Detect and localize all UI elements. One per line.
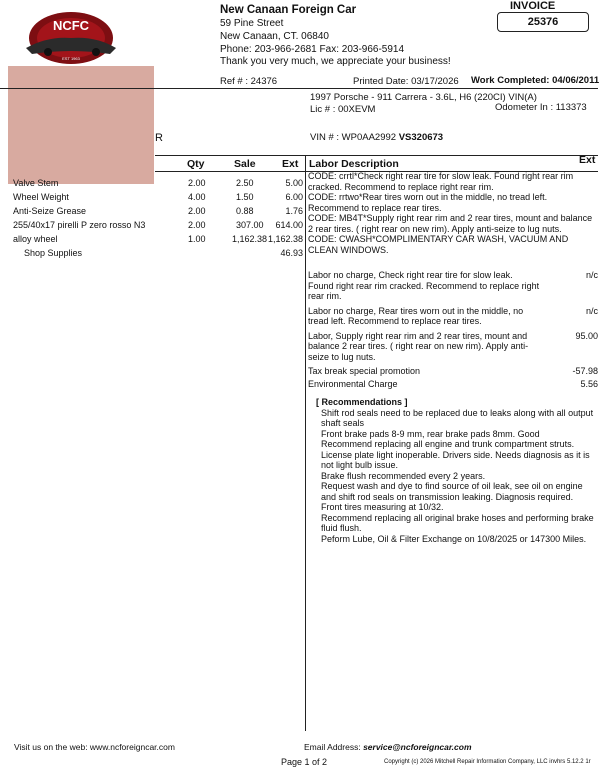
labor-item [308,366,598,377]
labor-items [308,270,598,389]
part-sale: 307.00 [236,220,264,230]
ncfc-logo [18,8,124,64]
vehicle-description: 1997 Porsche - 911 Carrera - 3.6L, H6 (220CI) VIN(A) [310,92,537,103]
part-ext: 614.00 [275,220,303,230]
table-top-rule [155,155,598,156]
recommendation-item: Front tires measuring at 10/32. [321,502,444,512]
sale-header: Sale [234,158,256,170]
email-address: service@ncforeigncar.com [363,742,472,752]
recommendation-item: Recommend replacing all original brake hoses and performing brake fluid flush. [321,512,594,533]
recommendation-item: Recommend replacing all engine and trunk compartment struts. [321,439,575,449]
part-row [0,178,305,191]
labor-item-description: Labor no charge, Check right rear tire for slow leak. Found right rear rim cracked. Recommend to replace right rear rim. [308,270,540,301]
part-row [0,220,305,233]
shop-phone: Phone: 203-966-2681 Fax: 203-966-5914 [220,44,405,55]
recommendation-item: Brake flush recommended every 2 years. [321,470,486,481]
part-sale: 1,162.38 [232,234,268,244]
vin-label: VIN # : WP0AA2992 [310,132,399,143]
part-name: Wheel Weight [13,192,69,202]
part-sale: 1.50 [236,192,254,202]
printed-date: Printed Date: 03/17/2026 [353,76,459,87]
part-name: Valve Stem [13,178,59,188]
part-ext: 1,162.38 [267,234,303,244]
labor-item-description: Environmental Charge [308,378,398,389]
labor-item [308,379,598,390]
customer-partial-text: R [155,132,163,144]
labor-item [308,270,598,302]
part-name: 255/40x17 pirelli P zero rosso N3 [13,220,146,230]
labor-item-amount: 95.00 [575,330,598,341]
labor-code: CODE: MB4T*Supply right rear rim and 2 rear tires, mount and balance 2 rear tires. ( right rear on new rim). Apply anti-seize to lug nuts. [308,213,593,234]
header-divider [0,88,598,89]
recommendation-item: Front brake pads 8-9 mm, rear brake pads 8mm. Good [321,428,540,439]
labor-code: CODE: rrtwo*Rear tires worn out in the middle, no tread left. Recommend to replace rear tires. [308,192,548,213]
ref-number: Ref # : 24376 [220,76,278,87]
email-line [304,742,472,752]
recommendation-item: Peform Lube, Oil & Filter Exchange on 10/8/2025 or 147300 Miles. [321,533,587,544]
part-qty: 2.00 [188,178,206,188]
part-qty: 1.00 [188,234,206,244]
part-name: alloy wheel [13,234,58,244]
svg-text:NCFC: NCFC [52,18,90,33]
labor-item [308,306,598,327]
labor-code: CODE: crrtl*Check right rear tire for slow leak. Found right rear rim cracked. Recommend to replace right rear rim. [308,171,574,192]
work-completed: Work Completed: 04/06/2011 [471,75,600,86]
labor-item-amount: 5.56 [580,378,598,389]
labor-description-header: Labor Description [309,158,399,170]
part-row [0,192,305,205]
website-line: Visit us on the web: www.ncforeigncar.com [14,742,175,752]
column-divider [305,155,306,731]
part-qty: 2.00 [188,220,206,230]
labor-item-amount: n/c [585,270,598,280]
part-qty: 4.00 [188,192,206,202]
labor-item [308,331,598,363]
shop-thanks: Thank you very much, we appreciate your business! [220,56,451,67]
recommendation-item: License plate light inoperable. Drivers side. Needs diagnosis as it is not light bulb issue. [321,449,590,470]
redacted-customer-block [8,66,154,184]
ext-header: Ext [282,158,299,170]
labor-ext-header: Ext [579,154,596,166]
shop-address2: New Canaan, CT. 06840 [220,31,329,42]
copyright-line: Copyright (c) 2026 Mitchell Repair Information Company, LLC invhrs 5.12.2 1r [384,759,591,765]
part-name: Anti-Seize Grease [13,206,87,216]
labor-item-description: Labor, Supply right rear rim and 2 rear tires, mount and balance 2 rear tires. ( right rear on new rim). Apply anti-seize to lug nuts. [308,330,529,362]
invoice-label: INVOICE [510,0,556,12]
part-ext: 46.93 [280,248,303,258]
email-label: Email Address: [304,742,364,752]
shop-name: New Canaan Foreign Car [220,4,357,16]
invoice-number: 25376 [497,12,589,32]
part-sale: 0.88 [236,206,254,216]
parts-list [0,178,305,278]
part-row [0,206,305,219]
part-ext: 5.00 [285,178,303,188]
vin-number [310,132,443,143]
labor-code: CODE: CWASH*COMPLIMENTARY CAR WASH, VACUUM AND CLEAN WINDOWS. [308,234,569,255]
recommendation-item: Shift rod seals need to be replaced due to leaks along with all output shaft seals [321,407,594,428]
recommendation-item: Request wash and dye to find source of oil leak, see oil on engine and shift rod seals on transmission leaking. Diagnosis required. [321,481,583,502]
part-name: Shop Supplies [24,248,83,258]
part-sale: 2.50 [236,178,254,188]
labor-item-amount: -57.98 [572,366,598,376]
part-ext: 1.76 [285,206,303,216]
page-number: Page 1 of 2 [281,757,328,767]
recommendations [316,397,596,544]
labor-item-description: Tax break special promotion [308,366,421,376]
part-row [0,234,305,247]
labor-item-amount: n/c [585,305,598,316]
license-number: Lic # : 00XEVM [310,104,376,115]
part-ext: 6.00 [285,192,303,202]
vin-serial: VS320673 [398,132,444,143]
labor-codes [308,171,598,255]
shop-address1: 59 Pine Street [220,18,284,29]
part-row [0,248,305,261]
part-qty: 2.00 [188,206,206,216]
labor-item-description: Labor no charge, Rear tires worn out in the middle, no tread left. Recommend to replace rear tires. [308,305,524,326]
odometer-in: Odometer In : 113373 [495,102,587,113]
svg-text:EST 1963: EST 1963 [62,56,80,61]
qty-header: Qty [187,158,205,170]
recommendations-title: [ Recommendations ] [316,397,408,407]
